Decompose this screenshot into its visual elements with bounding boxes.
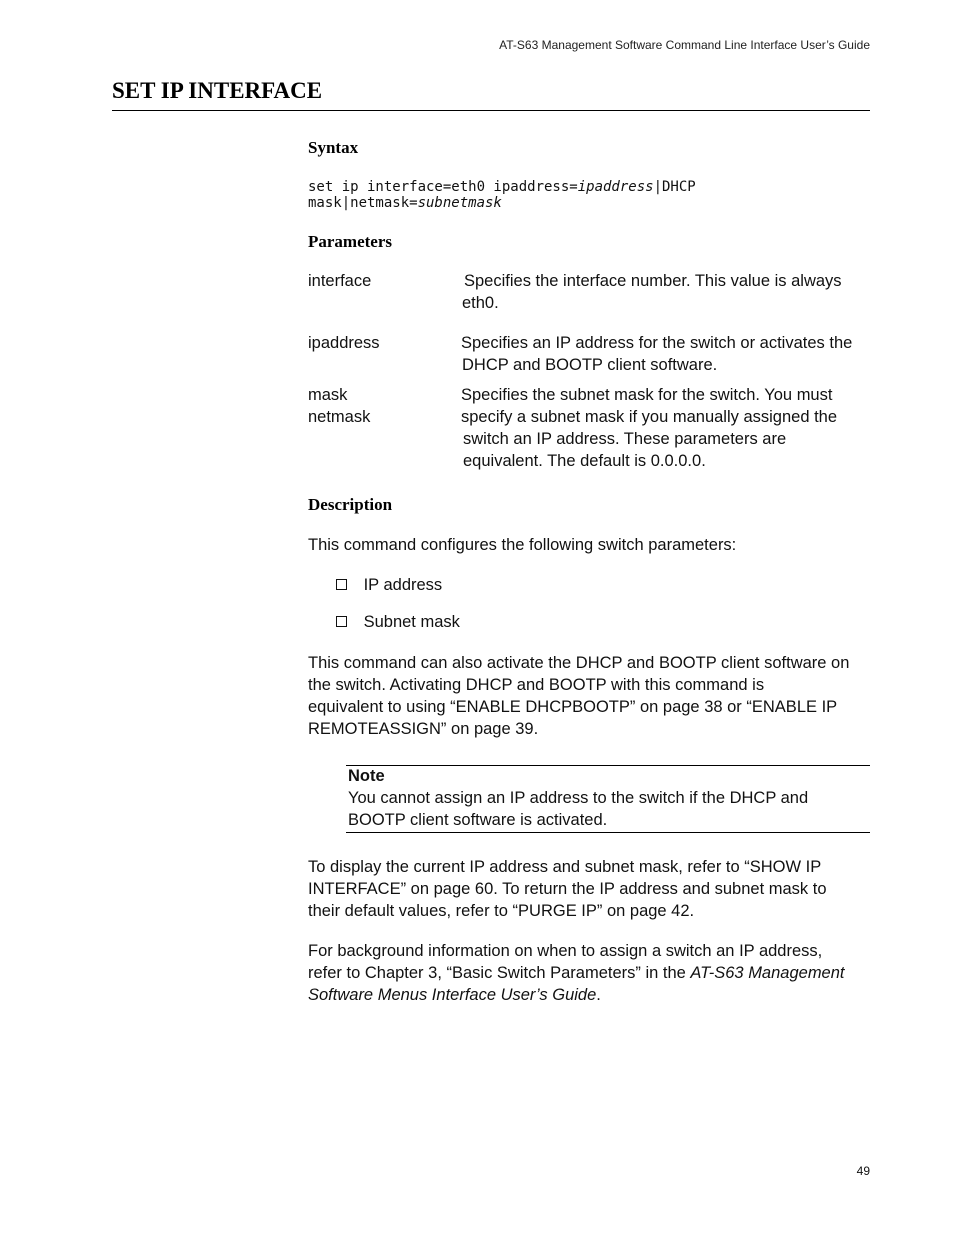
paragraph-text: refer to Chapter 3, “Basic Switch Parameters” in the bbox=[308, 964, 691, 982]
note-text bbox=[348, 787, 848, 831]
bullet-text: Subnet mask bbox=[363, 613, 460, 631]
param-desc-line: eth0. bbox=[462, 294, 499, 312]
param-name-interface: interface bbox=[308, 272, 372, 290]
param-desc-line: equivalent. The default is 0.0.0.0. bbox=[463, 452, 706, 470]
checkbox-bullet-icon bbox=[336, 616, 347, 627]
param-name-ipaddress: ipaddress bbox=[308, 334, 380, 352]
param-name-line: netmask bbox=[308, 408, 371, 426]
paragraph-line bbox=[308, 984, 888, 1006]
param-desc-line: Specifies the interface number. This value is always bbox=[464, 272, 842, 290]
title-rule bbox=[112, 110, 870, 111]
checkbox-bullet-icon bbox=[336, 579, 347, 590]
bullet-item bbox=[336, 574, 442, 596]
param-name-line: mask bbox=[308, 386, 348, 404]
paragraph-line: equivalent to using “ENABLE DHCPBOOTP” on page 38 or “ENABLE IP bbox=[308, 698, 838, 716]
paragraph-line: the switch. Activating DHCP and BOOTP with this command is bbox=[308, 676, 765, 694]
param-desc-line: Specifies an IP address for the switch or activates the bbox=[461, 334, 853, 352]
param-name-mask bbox=[308, 384, 370, 428]
note-bottom-rule bbox=[346, 832, 870, 833]
page-number: 49 bbox=[856, 1164, 870, 1178]
paragraph-line: To display the current IP address and subnet mask, refer to “SHOW IP bbox=[308, 858, 822, 876]
syntax-heading: Syntax bbox=[308, 138, 359, 157]
param-desc-mask bbox=[461, 384, 871, 472]
book-title: Software Menus Interface User’s Guide bbox=[308, 986, 597, 1004]
parameters-heading: Parameters bbox=[308, 232, 393, 251]
syntax-line-2 bbox=[308, 195, 502, 211]
section-title: SET IP INTERFACE bbox=[112, 78, 323, 103]
note-line: BOOTP client software is activated. bbox=[348, 811, 608, 829]
description-heading: Description bbox=[308, 495, 393, 514]
param-desc-interface bbox=[464, 270, 874, 314]
paragraph-line bbox=[308, 962, 888, 984]
param-desc-line: switch an IP address. These parameters are bbox=[463, 430, 787, 448]
note-line: You cannot assign an IP address to the switch if the DHCP and bbox=[348, 789, 809, 807]
syntax-param: ipaddress bbox=[577, 179, 654, 195]
paragraph-line: their default values, refer to “PURGE IP” on page 42. bbox=[308, 902, 695, 920]
book-title: AT-S63 Management bbox=[690, 964, 845, 982]
paragraph-line: This command can also activate the DHCP and BOOTP client software on bbox=[308, 654, 850, 672]
paragraph-line: INTERFACE” on page 60. To return the IP address and subnet mask to bbox=[308, 880, 827, 898]
syntax-text: |DHCP bbox=[653, 179, 696, 195]
syntax-text: mask|netmask= bbox=[308, 195, 418, 211]
note-label: Note bbox=[348, 767, 385, 785]
note-top-rule bbox=[346, 765, 870, 766]
description-intro: This command configures the following switch parameters: bbox=[308, 536, 737, 554]
syntax-text: set ip interface=eth0 ipaddress= bbox=[308, 179, 578, 195]
description-paragraph-1 bbox=[308, 652, 878, 740]
description-paragraph-3 bbox=[308, 940, 888, 1006]
param-desc-ipaddress bbox=[461, 332, 871, 376]
running-header: AT-S63 Management Software Command Line Interface User’s Guide bbox=[499, 38, 870, 52]
paragraph-line: For background information on when to assign a switch an IP address, bbox=[308, 942, 823, 960]
paragraph-line: REMOTEASSIGN” on page 39. bbox=[308, 720, 539, 738]
description-paragraph-2 bbox=[308, 856, 878, 922]
bullet-text: IP address bbox=[363, 576, 443, 594]
syntax-line-1 bbox=[308, 179, 696, 195]
param-desc-line: DHCP and BOOTP client software. bbox=[462, 356, 718, 374]
param-desc-line: specify a subnet mask if you manually assigned the bbox=[461, 408, 838, 426]
paragraph-text: . bbox=[596, 986, 601, 1004]
bullet-item bbox=[336, 611, 460, 633]
param-desc-line: Specifies the subnet mask for the switch. You must bbox=[461, 386, 833, 404]
syntax-param: subnetmask bbox=[417, 195, 502, 211]
